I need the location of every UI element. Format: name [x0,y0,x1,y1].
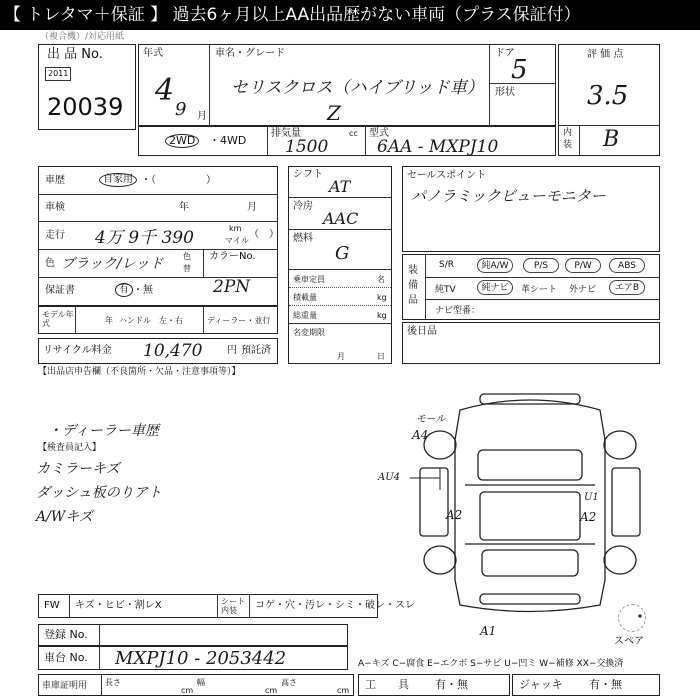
mileage-paren: （ ） [249,229,279,240]
garage-cert-row [38,674,354,696]
jack-label: ジャッキ [519,678,563,691]
equip-abs: ABS [609,258,645,273]
reg-deadline-month: 月 [337,352,345,361]
model-name: セリスクロス（ハイブリッド車） [231,78,484,98]
year-value: 4 [155,73,175,108]
inspector-note-2: ダッシュ板のりアト [36,485,162,501]
seat-items: コゲ・穴・汚レ・シミ・破レ・スレ [255,600,415,611]
sales-point-box [402,166,660,252]
capacity-label: 乗車定員 [293,275,325,284]
gross-unit: kg [377,311,387,320]
load-label: 積載量 [293,293,317,302]
recycle-value: 10,470 [143,341,203,361]
rating-box [558,44,660,156]
equip-leather: 革シート [521,285,558,295]
damage-legend: A−キズ C−腐食 E−エクボ S−サビ U−凹ミ W−補修 XX−交換済 [358,659,624,669]
fw-label: FW [44,600,60,611]
equip-power-windows: P/W [565,258,601,273]
diagram-a2-right: A2 [580,510,597,524]
later-items-label: 後日品 [407,326,437,337]
drive-4wd: ・4WD [209,134,247,147]
lot-number-box [38,44,136,130]
diagram-au4: AU4 [378,472,401,483]
registration-label: 登録 No. [44,628,88,641]
displacement-label: 排気量 [271,128,301,139]
chassis-row [38,646,348,670]
recycle-row [38,338,278,364]
lot-number: 20039 [47,93,124,121]
displacement-value: 1500 [285,137,329,157]
type-value: 6AA - MXPJ10 [377,137,499,157]
diagram-u1: U1 [584,492,599,503]
fw-items: キズ・ヒビ・割レX [75,600,162,611]
equip-ext-navi: 外ナビ [569,285,597,295]
equip-tv: 純TV [435,285,456,295]
doors-label: ドア [495,48,515,59]
tools-value: 有・無 [435,678,468,691]
fuel-label: 燃料 [293,233,313,244]
sales-point-label: セールスポイント [407,170,487,181]
diagram-molding-note: モール [416,414,446,425]
dealer-option: ディーラー・並行 [207,316,271,325]
chassis-value: MXPJ10 - 2053442 [115,648,287,669]
garage-cert-label: 車庫証明用 [42,681,88,691]
capacity-unit: 名 [377,275,385,284]
cert-width-label: 幅 [197,678,205,687]
equip-power-steering: P/S [523,258,559,273]
interior-label: 内装 [563,128,573,150]
diagram-a4-front: A4 [412,428,429,442]
color-change-label: 色替 [183,252,191,273]
exhibitor-notes-label: 【出品店申告欄（不良箇所・欠品・注意事項等）】 [38,367,241,377]
mileage-label: 走行 [45,230,65,241]
shape-label: 形状 [495,87,515,98]
history-value: 自家用 [99,173,137,187]
inspector-label: 【検査員記入】 [38,443,102,453]
model-year-row [38,306,278,334]
model-year-label: モデル年式 [42,310,74,328]
lot-stamp: 2011 [45,67,71,81]
shift-value: AT [329,177,351,196]
shift-label: シフト [293,169,323,180]
type-label: 型式 [369,128,389,139]
model-year-year: 年 [105,316,113,325]
equip-airbag: エアB [609,280,645,295]
cert-length-label: 長さ [105,678,121,687]
registration-row [38,624,348,646]
color-code-value: 2PN [213,277,251,297]
shaken-label: 車検 [45,202,65,213]
interior-value: B [603,127,620,152]
mileage-value: 4万 9千 390 [95,228,194,248]
later-items-box [402,322,660,364]
year-month: 9 [175,99,187,120]
inspector-note-3: A/Wキズ [36,509,93,525]
exhibitor-notes-value: ・ディーラー車歴 [48,423,159,439]
warranty-no: ・無 [133,285,153,296]
rating-value: 3.5 [587,81,629,111]
vehicle-info-box [138,44,556,126]
tools-label: 工 具 [365,678,409,691]
reg-deadline-label: 名変期限 [293,328,325,337]
history-label: 車歴 [45,175,65,186]
drive-2wd: 2WD [165,134,199,148]
cert-height-unit: cm [337,686,350,695]
warranty-label: 保証書 [45,285,75,296]
gross-label: 総重量 [293,311,317,320]
doors-value: 5 [511,55,528,85]
jack-value: 有・無 [589,678,622,691]
mileage-unit-km: km [229,224,242,233]
drive-row [138,126,556,156]
fuel-value: G [335,243,350,264]
equipment-box [402,254,660,320]
color-code-label: カラーNo. [209,251,256,262]
month-unit: 月 [197,111,207,122]
details-left-box [38,166,278,306]
aircon-value: AAC [323,209,359,228]
color-label: 色 [45,258,55,269]
color-value: ブラック/レッド [61,256,164,272]
faded-header-text: （複合機）/対応用紙 [40,32,125,42]
rating-label: 評 価 点 [587,49,624,60]
load-unit: kg [377,293,387,302]
cert-width-unit: cm [265,686,278,695]
equip-navi: 純ナビ [477,280,513,295]
jack-row [512,674,660,696]
year-label: 年式 [143,48,163,59]
navi-type-label: ナビ型番： [435,306,481,316]
lot-number-label: 出 品 No. [47,47,103,62]
spare-label: スペア [614,636,644,647]
history-rest: ・（ ） [141,175,216,186]
model-grade: Z [327,101,341,125]
spec-box [288,166,392,364]
cert-length-unit: cm [181,686,194,695]
cert-height-label: 高さ [281,678,297,687]
spare-tire-icon [618,604,646,632]
mileage-unit-mile: マイル [225,236,249,245]
shaken-month: 月 [247,202,257,213]
shaken-year: 年 [179,202,189,213]
recycle-unit: 円 [227,345,237,356]
seat-label: シート内装 [221,597,245,615]
tools-row [358,674,510,696]
aircon-label: 冷房 [293,201,313,212]
inspector-note-1: カミラーキズ [36,461,120,477]
fw-seat-row [38,594,415,618]
equip-alloy-wheels: 純A/W [477,258,513,273]
header-banner: 【 トレタマ＋保証 】 過去6ヶ月以上AA出品歴がない車両（プラス保証付） [0,0,700,30]
chassis-label: 車台 No. [44,651,88,664]
diagram-a2-left: A2 [446,508,463,522]
equip-sr: S/R [439,260,454,270]
diagram-a1-bottom: A1 [480,624,497,638]
sales-point-value: パノラミックビューモニター [411,187,606,205]
model-label: 車名・グレード [215,48,285,59]
handle-option: ハンドル 左・右 [119,316,183,325]
warranty-yes: 有 [115,283,133,297]
equipment-label: 装備品 [408,265,418,306]
displacement-unit: cc [349,129,358,138]
recycle-label: リサイクル料金 [43,345,112,356]
recycle-deposit: 預託済 [241,345,271,356]
reg-deadline-day: 日 [377,352,385,361]
